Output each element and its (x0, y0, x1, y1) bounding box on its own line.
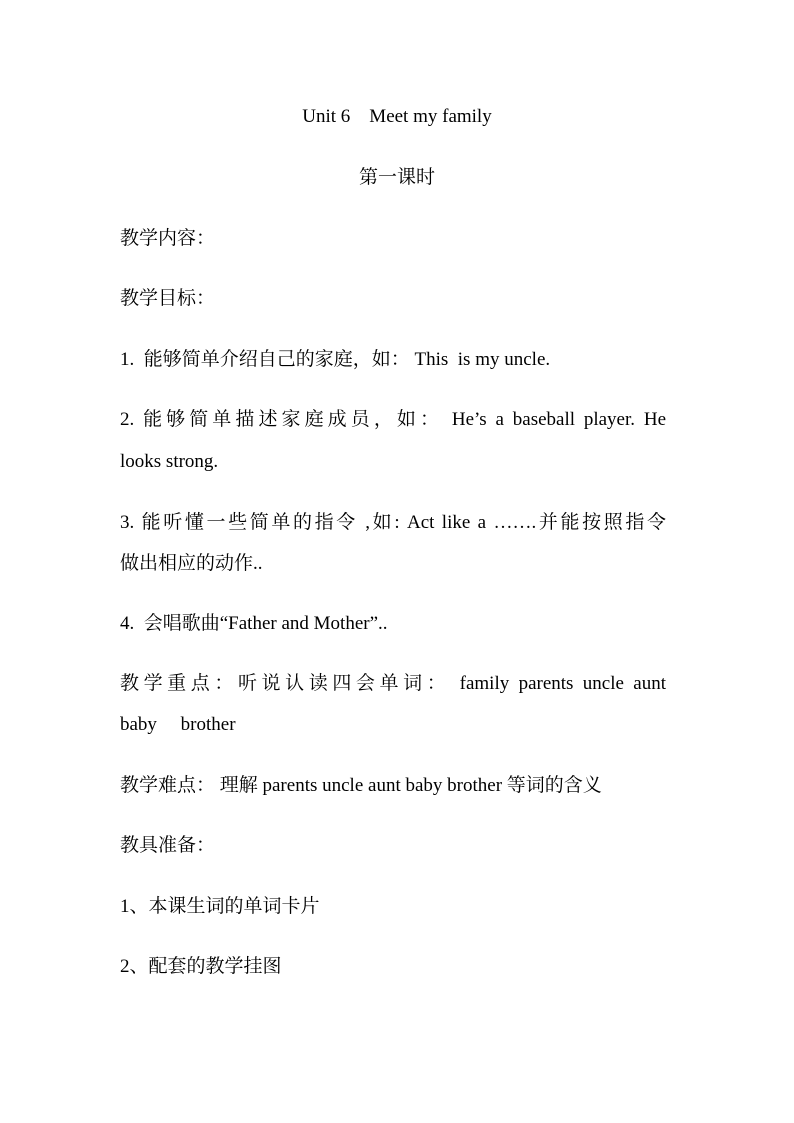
objective-2-line-1: 2. 能够简单描述家庭成员，如： He’s a baseball player. He (120, 409, 666, 430)
objective-3-line-1: 3. 能听懂一些简单的指令 ,如: Act like a …….并能按照指令 (120, 512, 666, 533)
objective-2-line-2: looks strong. (120, 451, 219, 472)
lesson-period-heading: 第一课时 (358, 167, 435, 188)
teaching-aid-1: 1、本课生词的单词卡片 (120, 896, 320, 917)
teaching-objectives-label: 教学目标： (120, 288, 216, 309)
difficult-points: 教学难点： 理解 parents uncle aunt baby brother 等词的含义 (120, 775, 602, 796)
objective-1: 1. 能够简单介绍自己的家庭，如： This is my uncle. (120, 349, 551, 370)
teaching-content-label: 教学内容： (120, 228, 216, 249)
key-points-line-1: 教学重点：听说认读四会单词： family parents uncle aunt (120, 673, 666, 694)
objective-3-line-2: 做出相应的动作.. (120, 553, 263, 574)
teaching-aids-label: 教具准备： (120, 835, 216, 856)
document-title: Unit 6 Meet my family (302, 106, 492, 127)
key-points-line-2: baby brother (120, 714, 236, 735)
teaching-aid-2: 2、配套的教学挂图 (120, 956, 282, 977)
objective-4: 4. 会唱歌曲“Father and Mother”.. (120, 613, 388, 634)
